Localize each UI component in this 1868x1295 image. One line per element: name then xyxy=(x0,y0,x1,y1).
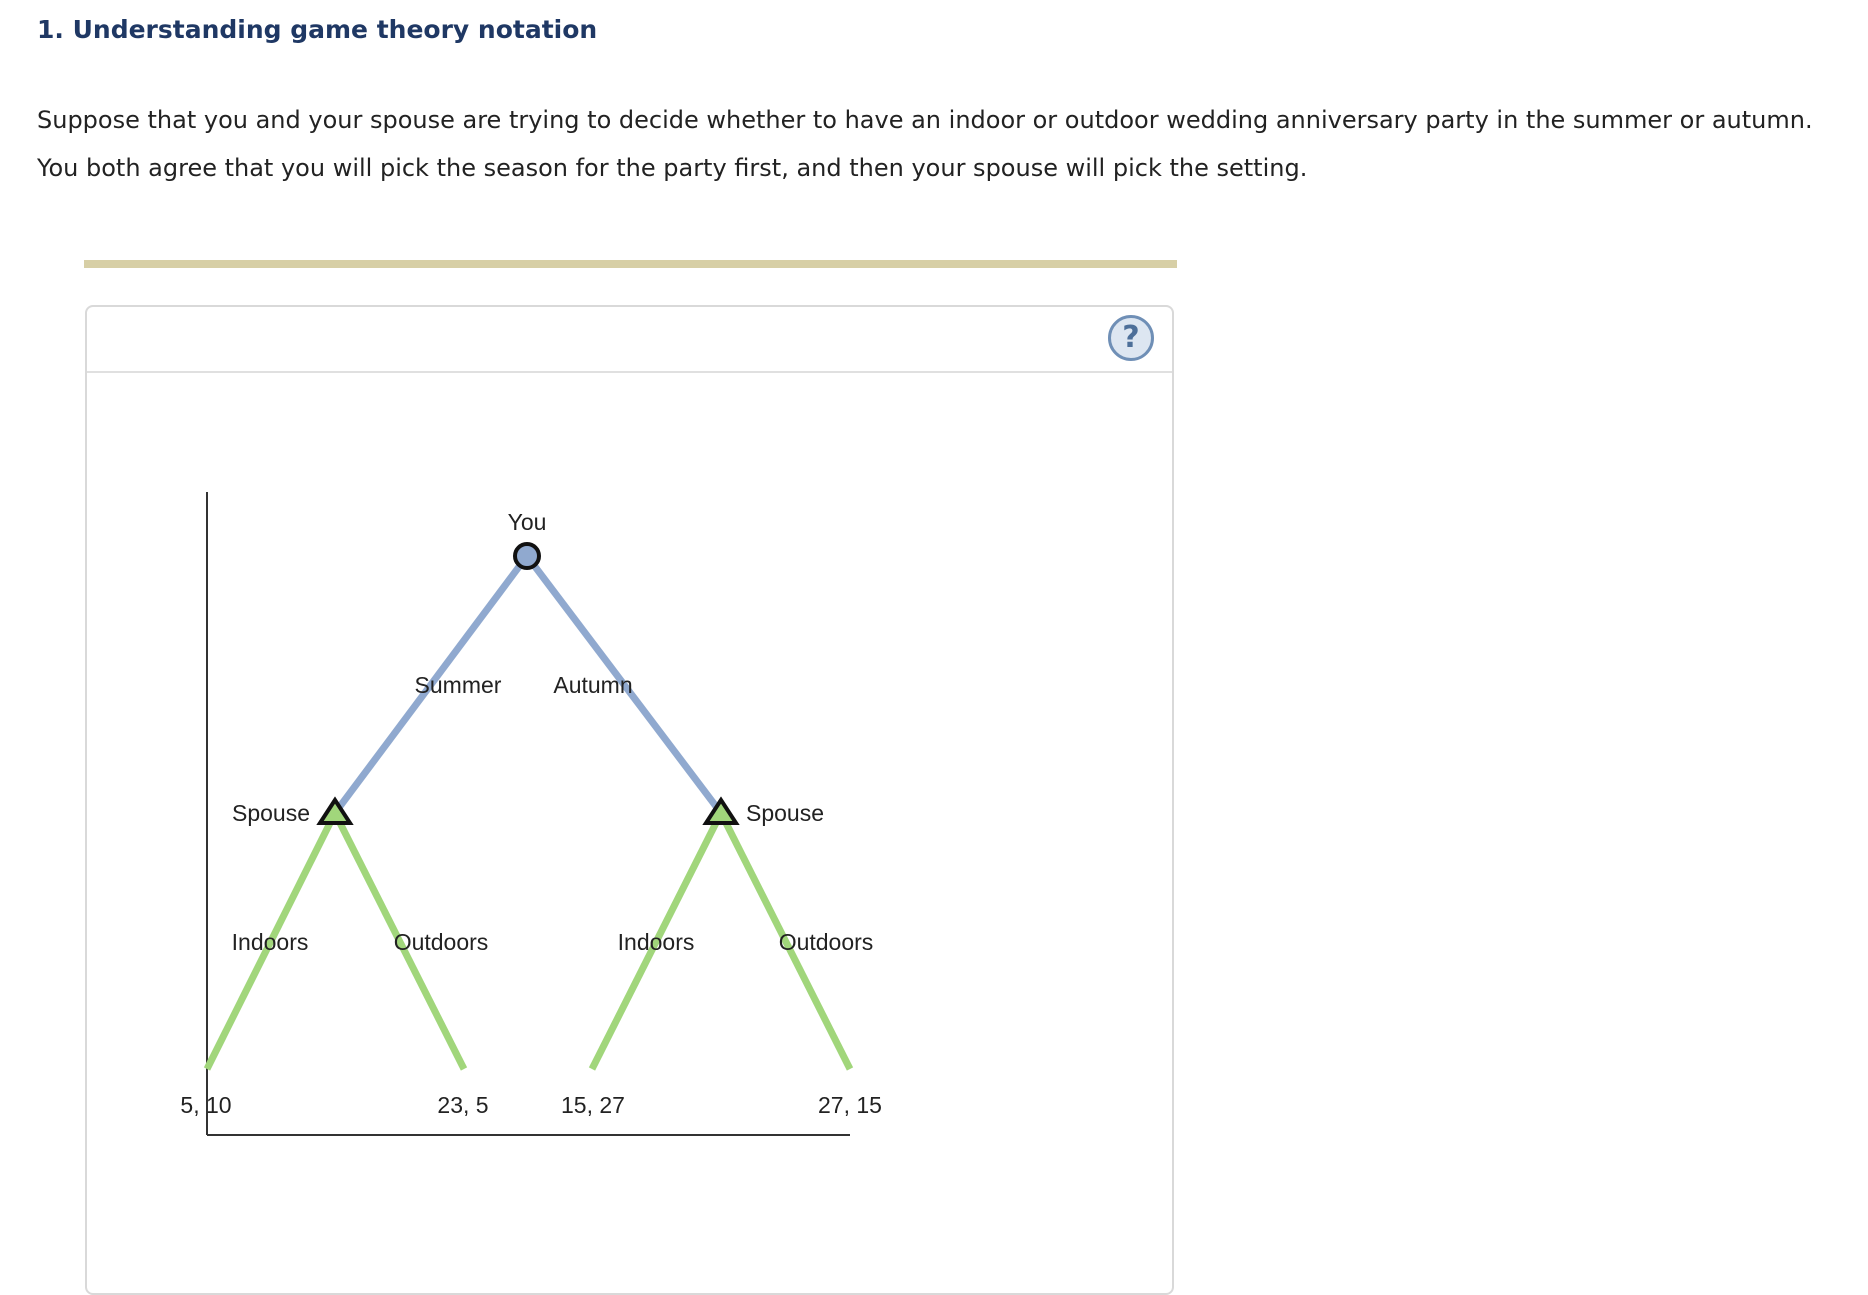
intro-line-2: You both agree that you will pick the season for the party first, and then your spouse will pick the setting. xyxy=(37,154,1308,182)
branch-label-autumn-outdoors: Outdoors xyxy=(778,929,874,955)
payoff-autumn-indoors: 15, 27 xyxy=(561,1092,625,1118)
help-icon[interactable]: ? xyxy=(1108,315,1154,361)
intro-line-1: Suppose that you and your spouse are trying to decide whether to have an indoor or outdoor wedding anniversary party in the summer or autumn. xyxy=(37,106,1813,134)
payoff-autumn-outdoors: 27, 15 xyxy=(818,1092,882,1118)
branch-label-autumn-indoors: Indoors xyxy=(617,929,695,955)
branch-label-summer-indoors: Indoors xyxy=(231,929,309,955)
root-node xyxy=(515,544,539,568)
question-title: 1. Understanding game theory notation xyxy=(37,15,598,44)
branch-label-autumn: Autumn xyxy=(553,672,633,698)
payoff-summer-indoors: 5, 10 xyxy=(180,1092,232,1118)
spouse-label-right: Spouse xyxy=(746,800,825,826)
root-player-label: You xyxy=(507,509,547,535)
branch-label-summer: Summer xyxy=(414,672,502,698)
payoff-summer-outdoors: 23, 5 xyxy=(437,1092,489,1118)
branch-label-summer-outdoors: Outdoors xyxy=(393,929,489,955)
spouse-label-left: Spouse xyxy=(231,800,310,826)
